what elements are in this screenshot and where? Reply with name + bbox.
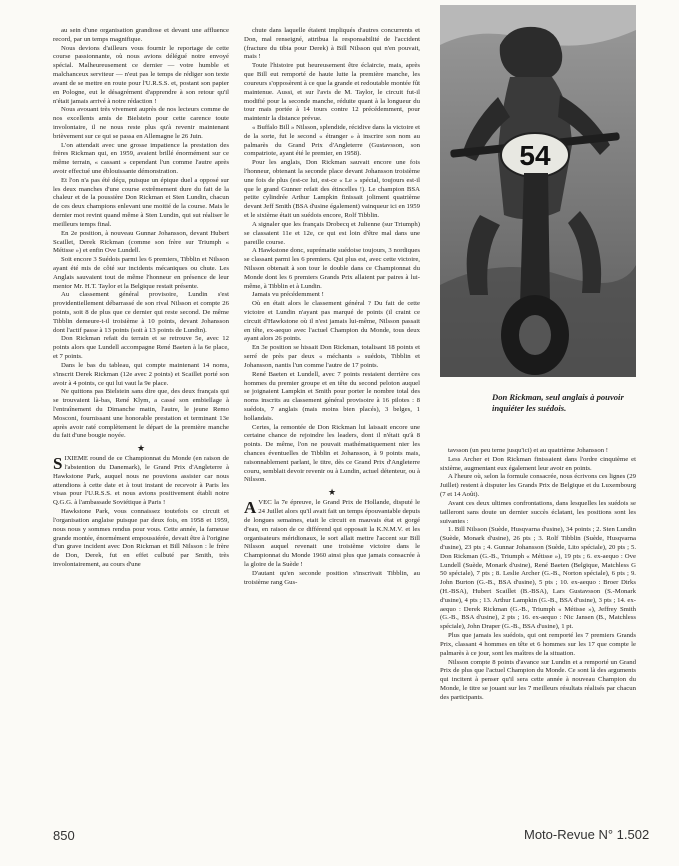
col3-text	[440, 447, 636, 703]
section-separator: ★	[136, 443, 146, 454]
section-6-lead	[53, 455, 229, 508]
dropcap-a: A	[244, 498, 257, 518]
col2-paragraph: Où en était alors le classement général ? Du fait de cette victoire et Lundin n'ayant pas marqué de points (il craint ce circuit d'Hawkstone où il n'est jamais lui-même, Nilsson passait en tête, ex-aequo avec l'actuel Champion du Monde, tous deux ayant alors 26 points.	[244, 300, 420, 343]
section-7-lead-text: VEC la 7e épreuve, le Grand Prix de Hollande, disputé le 24 Juillet alors qu'il avait fait un temps épouvantable depuis de longues semaines, etait le circuit en mauvais état et gorgé d'eau, en raison de ce différend qui opposait la K.N.M.V. et les organisateurs méridionaux, le sort allait mettre l'accent sur Bill Nilsson auquel revenait une troisième victoire dans le Championnat du Monde 1960 ainsi plus que jamais consacrée à la gloire de la Suède !	[244, 499, 420, 568]
col2-paragraph: Pour les anglais, Don Rickman sauvait encore une fois l'honneur, obtenant la seconde place devant Johansson troisième une fois de plus (est-ce lui, est-ce « Le » spécial, toujours est-il que le grand Gunner refait des étincelles !). Le champion BSA petite cylindrée Arthur Lampkin finissait joliment quatrième devant Jeff Smith (BSA d'usine également) vainqueur ici en 1959 et le sixième était un suédois encore, Rolf Tibblin.	[244, 159, 420, 220]
col3-paragraph: tavsson (un peu terne jusqu'ici) et au quatrième Johansson !	[448, 447, 608, 454]
magazine-name: Moto-Revue	[524, 827, 595, 842]
column-3	[440, 447, 636, 822]
col2-paragraph: René Baeten et Lundell, avec 7 points restaient derrière ces hommes du premier groupe et en tête du second peloton auquel se joignaient Lampkin et Smith pour porter le nombre total des noms inscrits au classement général provisoire à 16 pilotes : 8 suédois, 7 anglais (mais moins bien placés), 3 belges, 1 hollandais.	[244, 370, 420, 422]
col2-text	[244, 27, 420, 485]
col3-paragraph: 1. Bill Nilsson (Suède, Husqvarna d'usine), 34 points ; 2. Sten Lundin (Suède, Monark d'usine), 26 pts ; 3. Rolf Tibblin (Suède, Husqvarna d'usine), 23 pts ; 4. Gunnar Johansson (Suède, Lito spéciale), 20 pts ; 5. Don Rickman (G.-B., Triumph « Métisse »), 19 pts ; 6. ex-aequo : Ove Lundell (Suède, Monark d'usine), René Baeten (Belgique, Matchless G 50 spéciale), 7 pts ; 8. Leslie Archer (G.-B., Norton spéciale), 6 pts ; 9. John Burton (G.-B., BSA d'usine), 5 pts ; 10. ex-aequo : Broer Dirks (H.-BSA), Hubert Scaillet (B.-BSA), Lars Gustavsson (S.-Monark d'usine), 4 pts ; 13. Arthur Lampkin (G.-B., BSA d'usine), 3 pts ; 14. ex-aequo : Derek Rickman (G.-B., Triumph « Métisse »), Jeffrey Smith (G.-B., BSA d'usine), 2 pts ; 16. ex-aequo : Nic Jansen (B., Matchless spéciale), John Draper (G.-B., BSA d'usine), 1 pt.	[440, 526, 636, 631]
col1-paragraph: Nous devions d'ailleurs vous fournir le reportage de cette course passionnante, où nous avions délégué notre envoyé spécial. Malheureusement ce dernier — votre humble et malchanceux serviteur — n'eut pas le temps de rédiger son texte avant de se mettre en route pour l'U.R.S.S. et, postant son papier en Pologne, eut le désagrément d'apprendre à son retour qu'il n'était jamais arrivé à notre rédaction !	[53, 44, 229, 105]
col1-paragraph: Et l'on n'a pas été déçu, puisque un épique duel a opposé sur les deux manches d'une course extrêmement dure du fait de la chaleur et de la poussière Don Rickman et Sten Lundin, chacun de ces deux champions enlevant une moitié de la course. Mais le dernier mot revint quand même à Sten Lundin, qui sut réaliser le meilleurs temps final.	[53, 176, 229, 228]
col2-paragraph: A Hawkstone donc, suprématie suédoise toujours, 3 nordiques se classant parmi les 6 premiers. Qui plus est, avec cette victoire, Nilsson obtenait à son tour le double dans ce Championnat du Monde dont les 6 premiers Grands Prix allaient par paires à lui-même, à Tibblin et à Lundin.	[244, 247, 420, 290]
col1-paragraph: Don Rickman refait du terrain et se retrouve 5e, avec 12 points alors que Lundell accompagne René Baeten à la 6e place, et 7 points.	[53, 335, 229, 361]
magazine-footer	[524, 827, 649, 842]
col1-paragraph: Dans le bas du tableau, qui compte maintenant 14 noms, s'inscrit Derek Rickman (12e avec 2 points) et Scaillet porté son avoir à 4 points, ce qui lui vaut la 9e place.	[53, 361, 229, 387]
col2-paragraph: Certes, la remontée de Don Rickman lui laissait encore une certaine chance de rejoindre les leaders, dont il n'était qu'à 8 points. De même, l'on ne pouvait mathématiquement nier les chances éventuelles de Tibblin et Johansson, à 9 points mais, raisonnablement parlant, le titre, dès ce Grand Prix d'Angleterre couru, semblait devoir revenir ou à Lundin, actuel détenteur, ou à Nilsson.	[244, 423, 420, 484]
col1-paragraph: L'on attendait avec une grosse impatience la prestation des frères Rickman qui, en 1959, avaient brillé énormément sur ce même terrain, « cassant » cependant l'un comme l'autre après avoir effectué une éblouissante démonstration.	[53, 141, 229, 175]
race-number: 54	[519, 140, 551, 171]
col1-paragraph: Au classement général provisoire, Lundin s'est providentiellement débarrassé de son rival Nilsson et compte 26 points, soit 8 de plus que ce dernier qui reste second. De même Tibblin demeure-t-il troisième à 10 points, devant Johansson dont l'actif passe à 13 points (soit à 13 points de Lundin).	[53, 291, 229, 334]
col1-paragraph: En 2e position, à nouveau Gunnar Johansson, devant Hubert Scaillet, Derek Rickman (comme son frère sur Triumph « Métisse ») et enfin Ove Lundell.	[53, 229, 229, 255]
col2-paragraph: Toute l'histoire put heureusement être éclaircie, mais, après que Bill eut remporté de haute lutte la première manche, les coureurs s'opposèrent à ce que la grande et redoutable montée fût maintenue. Aussi, et sur l'avis de M. Taylor, le circuit fut-il modifié pour la seconde manche, réduite quant à la longueur du tour mais portée à 14 tours contre 12 précédemment, pour maintenir la distance prévue.	[244, 62, 420, 123]
col3-paragraph: Avant ces deux ultimes confrontations, dans lesquelles les suédois se tailleront sans doute un dernier succès éclatant, les positions sont les suivantes :	[440, 499, 636, 525]
col2-paragraph: En 3e position se hissait Don Rickman, totalisant 18 points et serré de près par deux « méchants » suédois, Tibblin et Johansson, nantis l'un comme l'autre de 17 points.	[244, 344, 420, 369]
col1-text	[53, 27, 229, 441]
column-1	[53, 27, 229, 822]
section-6-lead-text: IXIEME round de ce Championnat du Monde (en raison de l'abstention du Danemark), le Grand Prix d'Angleterre à Hawkstone Park, auquel nous ne pouvions assister car nous attendions à cette date et à tout instant de recevoir à Paris les visas pour l'U.R.S.S. et nous avions positivement établi notre Q.G.G. à l'ambassade Soviétique à Paris !	[53, 455, 229, 507]
col2-paragraph: « Buffalo Bill » Nilsson, splendide, récidive dans la victoire et de la sorte, fut le second « étranger » à inscrire son nom au palmarès du Grand Prix d'Angleterre (Gustavsson, son compatriote, ayant été le premier, en 1958).	[244, 123, 420, 158]
col3-paragraph: Plus que jamais les suédois, qui ont remporté les 7 premiers Grands Prix, classant 4 hommes en tête et 6 hommes sur les 17 que compte le palmarès à ce jour, sont les maîtres de la situation.	[440, 632, 636, 657]
col1-paragraph: au sein d'une organisation grandiose et devant une affluence record, par un temps magnifique.	[53, 27, 229, 43]
col1-paragraph: Soit encore 3 Suédois parmi les 6 premiers, Tibblin et Nilsson ayant été mis de côté sur incidents mécaniques ou chute. Les Anglais sauvaient tout de même l'honneur en présence de leur mentor Mr. H.T. Taylor et la Belgique restait présente.	[53, 256, 229, 290]
dropcap-s: S	[53, 454, 63, 474]
col1-paragraph: Nous avouant très vivement auprès de nos lecteurs comme de nos excellents amis de Bielstein pour cette carence toute involontaire, il ne nous reste plus qu'à revenir maintenant brièvement sur ce qui se passa en Allemagne le 26 Juin.	[53, 106, 229, 140]
section-7-lead	[244, 499, 420, 570]
photo-caption: Don Rickman, seul anglais à pouvoir inquiéter les suédois.	[492, 392, 624, 413]
column-2	[244, 27, 420, 822]
section-7-para: D'autant qu'en seconde position s'inscrivait Tibblin, au troisième rang Gus-	[244, 569, 420, 586]
col2-paragraph: A signaler que les français Drobecq et Julienne (sur Triumph) se classaient 11e et 12e, ce qui est loin d'être mal dans une pareille course.	[244, 220, 420, 246]
col2-paragraph: chute dans laquelle étaient impliqués d'autres concurrents et Don, mal renseigné, attribua la responsabilité de l'accident (fracture du tibia pour Derek) à Bill Nilsson qui n'en pouvait, mais !	[244, 27, 420, 61]
page-number: 850	[53, 828, 75, 843]
col3-paragraph: Less Archer et Don Rickman finissaient dans l'ordre cinquième et sixième, augmentant eux également leur avoir en points.	[440, 455, 636, 472]
col2-paragraph: Jamais vu précédemment !	[252, 291, 324, 299]
motocross-photo	[440, 5, 636, 377]
issue-number: N° 1.502	[598, 827, 650, 842]
col1-paragraph: Ne quittons pas Bielstein sans dire que, des deux français qui se trouvaient là-bas, René Klym, a cassé son embiellage à l'entraînement du Dimanche matin, l'autre, le jeune Remo Mosconi, fournissant une honorable prestation et terminant 13e après avoir raté complètement le départ de la première manche du fait d'une bougie noyée.	[53, 388, 229, 440]
section-separator-2: ★	[327, 487, 337, 498]
rider-illustration	[440, 5, 636, 377]
section-6-para: Hawkstone Park, vous connaissez toutefois ce circuit et l'organisation anglaise puisque par deux fois, en 1958 et 1959, nous nous y sommes rendus pour vous. Cette année, la fameuse grande montée, énormément empoussiérée, devait être à l'origine d'un grave incident avec Don Rickman et Bill Nilsson : le frère de Don, Derek, fut en effet culbuté par Smith, très involontairement, au cours d'une	[53, 508, 229, 568]
col3-paragraph: Nilsson compte 8 points d'avance sur Lundin et a remporté un Grand Prix de plus que l'actuel Champion du Monde. Ce sont là des arguments qui incitent à penser qu'il sera cette année à nouveau Champion du Monde, le titre se jouant sur les 7 meilleurs résultats réalisés par chacun des participants.	[440, 658, 636, 701]
col3-paragraph: A l'heure où, selon la formule consacrée, nous écrivons ces lignes (29 Juillet) restent à disputer les Grands Prix de Belgique et du Luxembourg (7 et 14 Août).	[440, 473, 636, 499]
